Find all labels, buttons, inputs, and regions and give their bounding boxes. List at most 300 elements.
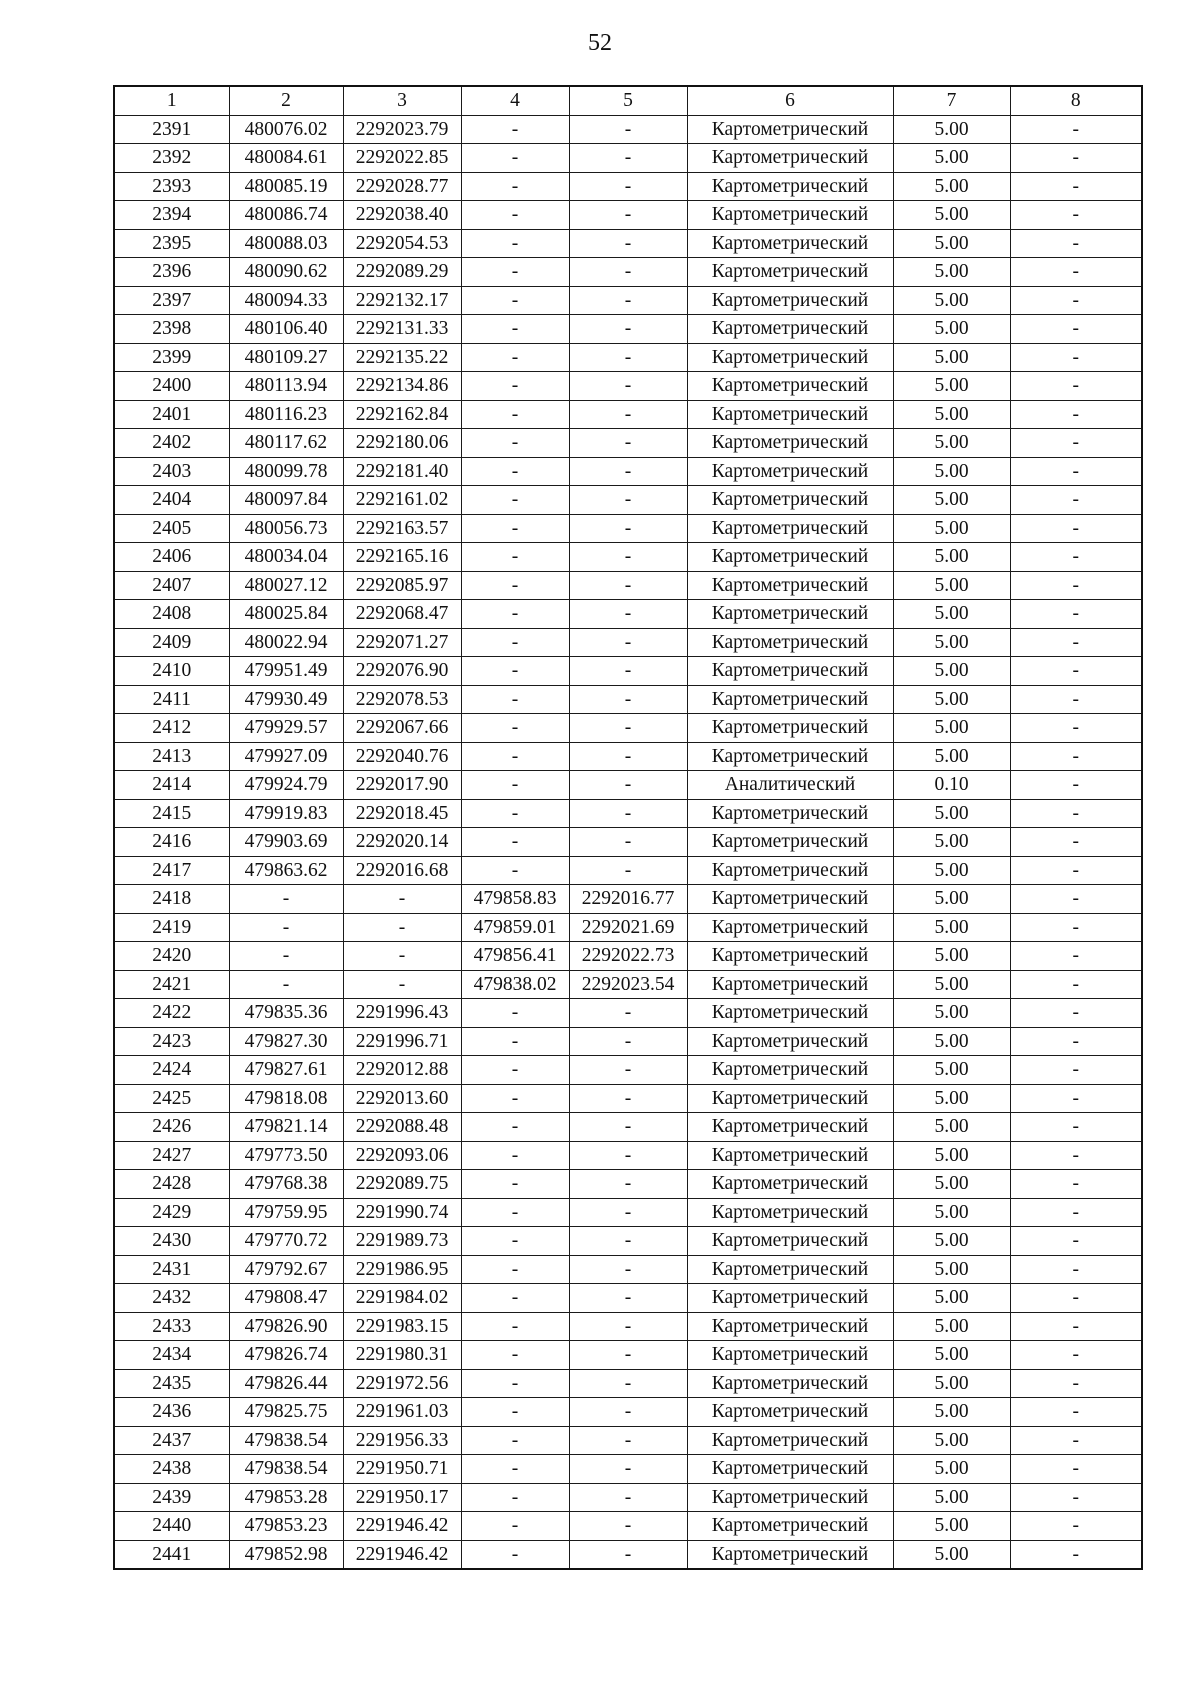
y-coordinate-cell: 2291980.31 — [343, 1341, 461, 1370]
table-row — [114, 201, 1142, 230]
method-cell: Картометрический — [687, 144, 893, 173]
y-new-cell: - — [569, 172, 687, 201]
method-cell: Картометрический — [687, 115, 893, 144]
point-number-cell: 2432 — [114, 1284, 229, 1313]
table-row — [114, 1398, 1142, 1427]
description-cell: - — [1010, 486, 1142, 515]
description-cell: - — [1010, 714, 1142, 743]
x-new-cell: - — [461, 1369, 569, 1398]
accuracy-cell: 5.00 — [893, 885, 1010, 914]
y-new-cell: - — [569, 429, 687, 458]
table-row — [114, 286, 1142, 315]
method-cell: Картометрический — [687, 429, 893, 458]
method-cell: Картометрический — [687, 1056, 893, 1085]
method-cell: Картометрический — [687, 1255, 893, 1284]
x-new-cell: - — [461, 1341, 569, 1370]
x-new-cell: - — [461, 1113, 569, 1142]
x-coordinate-cell: 480097.84 — [229, 486, 343, 515]
x-new-cell: 479859.01 — [461, 913, 569, 942]
y-coordinate-cell: 2291996.71 — [343, 1027, 461, 1056]
y-coordinate-cell: 2291984.02 — [343, 1284, 461, 1313]
description-cell: - — [1010, 885, 1142, 914]
table-row — [114, 400, 1142, 429]
accuracy-cell: 5.00 — [893, 1170, 1010, 1199]
x-coordinate-cell: 480085.19 — [229, 172, 343, 201]
method-cell: Картометрический — [687, 799, 893, 828]
x-coordinate-cell: 479827.61 — [229, 1056, 343, 1085]
y-coordinate-cell: 2291983.15 — [343, 1312, 461, 1341]
y-new-cell: - — [569, 229, 687, 258]
table-row — [114, 828, 1142, 857]
coordinates-table — [113, 85, 1143, 1570]
point-number-cell: 2433 — [114, 1312, 229, 1341]
description-cell: - — [1010, 970, 1142, 999]
point-number-cell: 2415 — [114, 799, 229, 828]
x-new-cell: - — [461, 1512, 569, 1541]
point-number-cell: 2434 — [114, 1341, 229, 1370]
description-cell: - — [1010, 628, 1142, 657]
table-row — [114, 742, 1142, 771]
x-new-cell: - — [461, 372, 569, 401]
table-row — [114, 999, 1142, 1028]
description-cell: - — [1010, 1027, 1142, 1056]
point-number-cell: 2435 — [114, 1369, 229, 1398]
method-cell: Картометрический — [687, 1312, 893, 1341]
y-coordinate-cell: - — [343, 970, 461, 999]
description-cell: - — [1010, 429, 1142, 458]
description-cell: - — [1010, 1113, 1142, 1142]
accuracy-cell: 5.00 — [893, 1027, 1010, 1056]
y-new-cell: - — [569, 1369, 687, 1398]
method-cell: Картометрический — [687, 1398, 893, 1427]
accuracy-cell: 5.00 — [893, 1141, 1010, 1170]
x-new-cell: - — [461, 771, 569, 800]
y-new-cell: - — [569, 543, 687, 572]
description-cell: - — [1010, 1141, 1142, 1170]
y-coordinate-cell: 2292089.29 — [343, 258, 461, 287]
accuracy-cell: 5.00 — [893, 913, 1010, 942]
x-coordinate-cell: 479792.67 — [229, 1255, 343, 1284]
accuracy-cell: 5.00 — [893, 543, 1010, 572]
table-row — [114, 1027, 1142, 1056]
description-cell: - — [1010, 600, 1142, 629]
y-coordinate-cell: 2292078.53 — [343, 685, 461, 714]
description-cell: - — [1010, 856, 1142, 885]
method-cell: Картометрический — [687, 742, 893, 771]
accuracy-cell: 5.00 — [893, 1198, 1010, 1227]
point-number-cell: 2441 — [114, 1540, 229, 1569]
description-cell: - — [1010, 771, 1142, 800]
method-cell: Картометрический — [687, 970, 893, 999]
point-number-cell: 2398 — [114, 315, 229, 344]
point-number-cell: 2416 — [114, 828, 229, 857]
y-coordinate-cell: 2292028.77 — [343, 172, 461, 201]
accuracy-cell: 5.00 — [893, 258, 1010, 287]
x-new-cell: 479858.83 — [461, 885, 569, 914]
x-new-cell: - — [461, 628, 569, 657]
y-new-cell: - — [569, 1170, 687, 1199]
x-coordinate-cell: 479821.14 — [229, 1113, 343, 1142]
x-coordinate-cell: 479818.08 — [229, 1084, 343, 1113]
accuracy-cell: 5.00 — [893, 1369, 1010, 1398]
y-coordinate-cell: 2291986.95 — [343, 1255, 461, 1284]
point-number-cell: 2437 — [114, 1426, 229, 1455]
accuracy-cell: 0.10 — [893, 771, 1010, 800]
y-coordinate-cell: 2292022.85 — [343, 144, 461, 173]
y-coordinate-cell: 2292134.86 — [343, 372, 461, 401]
x-coordinate-cell: - — [229, 885, 343, 914]
y-coordinate-cell: 2292012.88 — [343, 1056, 461, 1085]
table-row — [114, 885, 1142, 914]
x-new-cell: - — [461, 115, 569, 144]
y-new-cell: 2292022.73 — [569, 942, 687, 971]
method-cell: Картометрический — [687, 942, 893, 971]
method-cell: Картометрический — [687, 685, 893, 714]
y-coordinate-cell: 2292135.22 — [343, 343, 461, 372]
method-cell: Картометрический — [687, 172, 893, 201]
x-new-cell: - — [461, 1284, 569, 1313]
table-row — [114, 1455, 1142, 1484]
method-cell: Картометрический — [687, 543, 893, 572]
y-new-cell: - — [569, 1284, 687, 1313]
x-new-cell: - — [461, 1170, 569, 1199]
point-number-cell: 2431 — [114, 1255, 229, 1284]
y-coordinate-cell: 2292018.45 — [343, 799, 461, 828]
x-new-cell: - — [461, 229, 569, 258]
x-coordinate-cell: 479826.90 — [229, 1312, 343, 1341]
y-coordinate-cell: - — [343, 913, 461, 942]
accuracy-cell: 5.00 — [893, 343, 1010, 372]
y-coordinate-cell: 2292023.79 — [343, 115, 461, 144]
y-new-cell: - — [569, 685, 687, 714]
y-coordinate-cell: 2292067.66 — [343, 714, 461, 743]
method-cell: Картометрический — [687, 600, 893, 629]
x-new-cell: - — [461, 429, 569, 458]
x-coordinate-cell: - — [229, 970, 343, 999]
point-number-cell: 2420 — [114, 942, 229, 971]
x-new-cell: - — [461, 286, 569, 315]
table-body — [114, 115, 1142, 1569]
method-cell: Картометрический — [687, 1198, 893, 1227]
x-coordinate-cell: 479853.23 — [229, 1512, 343, 1541]
table-row — [114, 1113, 1142, 1142]
x-coordinate-cell: 479929.57 — [229, 714, 343, 743]
x-coordinate-cell: 480116.23 — [229, 400, 343, 429]
accuracy-cell: 5.00 — [893, 1255, 1010, 1284]
accuracy-cell: 5.00 — [893, 486, 1010, 515]
table-row — [114, 229, 1142, 258]
x-coordinate-cell: 480025.84 — [229, 600, 343, 629]
column-header: 6 — [687, 86, 893, 115]
y-coordinate-cell: 2292068.47 — [343, 600, 461, 629]
point-number-cell: 2429 — [114, 1198, 229, 1227]
description-cell: - — [1010, 1056, 1142, 1085]
description-cell: - — [1010, 828, 1142, 857]
table-row — [114, 258, 1142, 287]
table-row — [114, 172, 1142, 201]
point-number-cell: 2394 — [114, 201, 229, 230]
point-number-cell: 2439 — [114, 1483, 229, 1512]
point-number-cell: 2407 — [114, 571, 229, 600]
y-coordinate-cell: 2292131.33 — [343, 315, 461, 344]
accuracy-cell: 5.00 — [893, 1540, 1010, 1569]
table-row — [114, 714, 1142, 743]
table-row — [114, 942, 1142, 971]
table-row — [114, 115, 1142, 144]
x-coordinate-cell: 479930.49 — [229, 685, 343, 714]
description-cell: - — [1010, 999, 1142, 1028]
method-cell: Картометрический — [687, 885, 893, 914]
y-coordinate-cell: 2292093.06 — [343, 1141, 461, 1170]
y-new-cell: - — [569, 1540, 687, 1569]
table-row — [114, 799, 1142, 828]
x-new-cell: - — [461, 799, 569, 828]
point-number-cell: 2402 — [114, 429, 229, 458]
x-coordinate-cell: 479838.54 — [229, 1455, 343, 1484]
y-coordinate-cell: 2292181.40 — [343, 457, 461, 486]
method-cell: Картометрический — [687, 1027, 893, 1056]
x-coordinate-cell: 479903.69 — [229, 828, 343, 857]
accuracy-cell: 5.00 — [893, 1056, 1010, 1085]
y-new-cell: - — [569, 1483, 687, 1512]
accuracy-cell: 5.00 — [893, 685, 1010, 714]
point-number-cell: 2419 — [114, 913, 229, 942]
description-cell: - — [1010, 942, 1142, 971]
point-number-cell: 2403 — [114, 457, 229, 486]
x-new-cell: - — [461, 685, 569, 714]
method-cell: Картометрический — [687, 1341, 893, 1370]
y-coordinate-cell: - — [343, 942, 461, 971]
x-coordinate-cell: 479838.54 — [229, 1426, 343, 1455]
method-cell: Картометрический — [687, 714, 893, 743]
description-cell: - — [1010, 372, 1142, 401]
method-cell: Картометрический — [687, 1170, 893, 1199]
y-coordinate-cell: 2292089.75 — [343, 1170, 461, 1199]
description-cell: - — [1010, 201, 1142, 230]
description-cell: - — [1010, 1227, 1142, 1256]
x-coordinate-cell: 479808.47 — [229, 1284, 343, 1313]
description-cell: - — [1010, 657, 1142, 686]
description-cell: - — [1010, 1426, 1142, 1455]
y-new-cell: - — [569, 856, 687, 885]
point-number-cell: 2409 — [114, 628, 229, 657]
table-row — [114, 1141, 1142, 1170]
x-new-cell: - — [461, 144, 569, 173]
x-new-cell: - — [461, 172, 569, 201]
x-coordinate-cell: 479773.50 — [229, 1141, 343, 1170]
x-new-cell: - — [461, 514, 569, 543]
x-new-cell: - — [461, 1056, 569, 1085]
x-new-cell: - — [461, 1198, 569, 1227]
y-coordinate-cell: 2291961.03 — [343, 1398, 461, 1427]
x-coordinate-cell: 479927.09 — [229, 742, 343, 771]
point-number-cell: 2391 — [114, 115, 229, 144]
y-new-cell: 2292023.54 — [569, 970, 687, 999]
accuracy-cell: 5.00 — [893, 856, 1010, 885]
description-cell: - — [1010, 1455, 1142, 1484]
y-coordinate-cell: 2292020.14 — [343, 828, 461, 857]
point-number-cell: 2440 — [114, 1512, 229, 1541]
point-number-cell: 2428 — [114, 1170, 229, 1199]
y-new-cell: - — [569, 1084, 687, 1113]
description-cell: - — [1010, 1198, 1142, 1227]
accuracy-cell: 5.00 — [893, 1312, 1010, 1341]
x-new-cell: - — [461, 1141, 569, 1170]
x-coordinate-cell: 480094.33 — [229, 286, 343, 315]
accuracy-cell: 5.00 — [893, 400, 1010, 429]
x-new-cell: 479838.02 — [461, 970, 569, 999]
x-coordinate-cell: 479825.75 — [229, 1398, 343, 1427]
table-row — [114, 1056, 1142, 1085]
table-row — [114, 343, 1142, 372]
y-new-cell: - — [569, 343, 687, 372]
accuracy-cell: 5.00 — [893, 942, 1010, 971]
y-coordinate-cell: 2292165.16 — [343, 543, 461, 572]
x-new-cell: - — [461, 1312, 569, 1341]
table-row — [114, 1170, 1142, 1199]
y-new-cell: - — [569, 1141, 687, 1170]
y-new-cell: - — [569, 1198, 687, 1227]
x-coordinate-cell: 480099.78 — [229, 457, 343, 486]
x-new-cell: - — [461, 600, 569, 629]
description-cell: - — [1010, 543, 1142, 572]
table-row — [114, 1312, 1142, 1341]
method-cell: Картометрический — [687, 1084, 893, 1113]
x-coordinate-cell: 479863.62 — [229, 856, 343, 885]
method-cell: Картометрический — [687, 372, 893, 401]
method-cell: Картометрический — [687, 486, 893, 515]
y-new-cell: - — [569, 1227, 687, 1256]
accuracy-cell: 5.00 — [893, 828, 1010, 857]
x-coordinate-cell: 480090.62 — [229, 258, 343, 287]
y-new-cell: - — [569, 828, 687, 857]
x-new-cell: - — [461, 315, 569, 344]
table-row — [114, 543, 1142, 572]
method-cell: Картометрический — [687, 286, 893, 315]
x-coordinate-cell: 480106.40 — [229, 315, 343, 344]
y-coordinate-cell: 2292076.90 — [343, 657, 461, 686]
x-coordinate-cell: 479853.28 — [229, 1483, 343, 1512]
description-cell: - — [1010, 400, 1142, 429]
method-cell: Картометрический — [687, 657, 893, 686]
table-row — [114, 913, 1142, 942]
method-cell: Картометрический — [687, 1426, 893, 1455]
table-row — [114, 372, 1142, 401]
x-new-cell: - — [461, 543, 569, 572]
x-new-cell: - — [461, 828, 569, 857]
description-cell: - — [1010, 457, 1142, 486]
column-header: 1 — [114, 86, 229, 115]
y-new-cell: - — [569, 1056, 687, 1085]
y-coordinate-cell: 2291972.56 — [343, 1369, 461, 1398]
accuracy-cell: 5.00 — [893, 1455, 1010, 1484]
y-coordinate-cell: 2292054.53 — [343, 229, 461, 258]
table-row — [114, 429, 1142, 458]
point-number-cell: 2396 — [114, 258, 229, 287]
x-new-cell: - — [461, 571, 569, 600]
point-number-cell: 2438 — [114, 1455, 229, 1484]
y-new-cell: - — [569, 1455, 687, 1484]
x-coordinate-cell: 480088.03 — [229, 229, 343, 258]
y-new-cell: - — [569, 258, 687, 287]
y-coordinate-cell: 2292162.84 — [343, 400, 461, 429]
method-cell: Картометрический — [687, 400, 893, 429]
point-number-cell: 2411 — [114, 685, 229, 714]
table-row — [114, 628, 1142, 657]
column-header: 8 — [1010, 86, 1142, 115]
description-cell: - — [1010, 1398, 1142, 1427]
table-row — [114, 1369, 1142, 1398]
accuracy-cell: 5.00 — [893, 372, 1010, 401]
y-coordinate-cell: 2291956.33 — [343, 1426, 461, 1455]
method-cell: Картометрический — [687, 343, 893, 372]
description-cell: - — [1010, 1170, 1142, 1199]
point-number-cell: 2397 — [114, 286, 229, 315]
description-cell: - — [1010, 229, 1142, 258]
x-coordinate-cell: 480084.61 — [229, 144, 343, 173]
x-new-cell: - — [461, 1483, 569, 1512]
method-cell: Аналитический — [687, 771, 893, 800]
x-coordinate-cell: 480027.12 — [229, 571, 343, 600]
table-row — [114, 600, 1142, 629]
method-cell: Картометрический — [687, 913, 893, 942]
point-number-cell: 2418 — [114, 885, 229, 914]
description-cell: - — [1010, 685, 1142, 714]
y-coordinate-cell: 2291990.74 — [343, 1198, 461, 1227]
accuracy-cell: 5.00 — [893, 571, 1010, 600]
method-cell: Картометрический — [687, 1141, 893, 1170]
point-number-cell: 2430 — [114, 1227, 229, 1256]
page-number: 52 — [588, 30, 612, 56]
y-new-cell: - — [569, 1255, 687, 1284]
accuracy-cell: 5.00 — [893, 514, 1010, 543]
table-row — [114, 856, 1142, 885]
x-coordinate-cell: 479826.74 — [229, 1341, 343, 1370]
accuracy-cell: 5.00 — [893, 1483, 1010, 1512]
accuracy-cell: 5.00 — [893, 201, 1010, 230]
x-coordinate-cell: 480117.62 — [229, 429, 343, 458]
x-coordinate-cell: - — [229, 942, 343, 971]
x-coordinate-cell: 479919.83 — [229, 799, 343, 828]
description-cell: - — [1010, 742, 1142, 771]
description-cell: - — [1010, 1369, 1142, 1398]
y-coordinate-cell: 2292017.90 — [343, 771, 461, 800]
point-number-cell: 2395 — [114, 229, 229, 258]
description-cell: - — [1010, 115, 1142, 144]
x-new-cell: - — [461, 457, 569, 486]
method-cell: Картометрический — [687, 999, 893, 1028]
x-coordinate-cell: 479852.98 — [229, 1540, 343, 1569]
table-row — [114, 514, 1142, 543]
y-coordinate-cell: 2292016.68 — [343, 856, 461, 885]
y-new-cell: - — [569, 999, 687, 1028]
x-new-cell: - — [461, 1227, 569, 1256]
method-cell: Картометрический — [687, 457, 893, 486]
x-coordinate-cell: - — [229, 913, 343, 942]
x-new-cell: - — [461, 714, 569, 743]
y-new-cell: - — [569, 315, 687, 344]
y-coordinate-cell: 2291946.42 — [343, 1540, 461, 1569]
description-cell: - — [1010, 1540, 1142, 1569]
point-number-cell: 2406 — [114, 543, 229, 572]
accuracy-cell: 5.00 — [893, 1284, 1010, 1313]
y-new-cell: - — [569, 628, 687, 657]
x-coordinate-cell: 480034.04 — [229, 543, 343, 572]
y-new-cell: - — [569, 400, 687, 429]
method-cell: Картометрический — [687, 1512, 893, 1541]
y-coordinate-cell: - — [343, 885, 461, 914]
point-number-cell: 2426 — [114, 1113, 229, 1142]
